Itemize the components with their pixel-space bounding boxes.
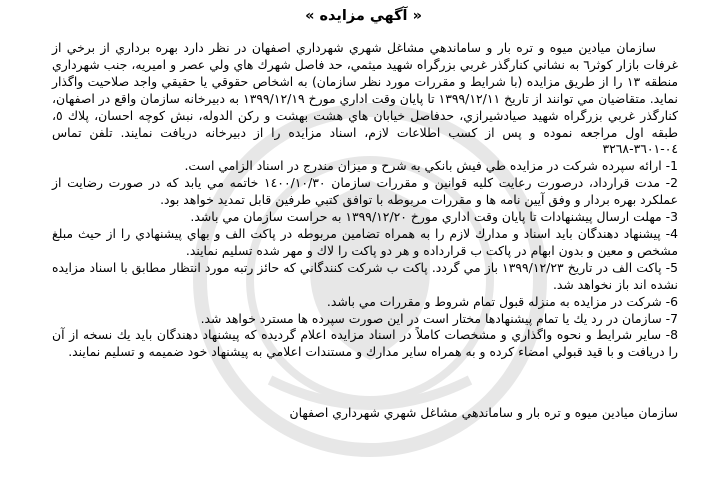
notice-body [52,40,678,361]
condition-item: 5- پاكت الف در تاريخ ١٣٩٩/١٢/٢٣ باز مي گردد. پاكت ب شركت كنندگاني كه حائز رتبه مورد انتظار مطابق با اسناد مزايده نشده اند باز نخواهد شد. [52,259,678,292]
condition-item: 8- ساير شرايط و نحوه واگذاري و مشخصات كاملاً در اسناد مزايده اعلام گرديده كه پيشنهاد دهندگان بايد يك نسخه از آن را دريافت و با قيد قبولي امضاء كرده و به همراه ساير مدارك و مستندات اعلامي به پيشنهاد خود ضميمه و تسليم نمايند. [52,327,678,360]
organization-signature: سازمان ميادين ميوه و تره بار و ساماندهي مشاغل شهري شهرداري اصفهان [289,405,678,420]
condition-item: 7- سازمان در رد يك يا تمام پيشنهادها مختار است در اين صورت سپرده ها مسترد خواهد شد. [200,310,678,326]
condition-item: 4- پيشنهاد دهندگان بايد اسناد و مدارك لازم را به همراه تضامين مربوطه در پاكت الف و بهاي پيشنهادي را از حيث مبلغ مشخص و معين و بدون ابهام در پاكت ب قرارداده و هر دو پاكت را لاك و مهر شده تسليم نمايند. [52,225,678,258]
intro-paragraph: سازمان ميادين ميوه و تره بار و ساماندهي مشاغل شهري شهرداري اصفهان در نظر دارد بهره برداري از برخي از غرفات بازار كوثر٦ به نشاني كنارگذر غربي بزرگراه شهيد ميثمي، حد فاصل شهرك هاي ولي عصر و اميريه، جنب شهرداري منطقه ١٣ را از طريق مزايده (با شرايط و مقررات مورد نظر سازمان) به اشخاص حقوقي يا حقيقي واجد صلاحيت واگذار نمايد. متقاضيان مي توانند از تاريخ ١٣٩٩/١٢/١١ تا پايان وقت اداري مورخ ١٣٩٩/١٢/١٩ به دبيرخانه سازمان واقع در اصفهان، كنارگذر غربي بزرگراه شهيد صيادشيرازي، حدفاصل خيابان هاي هشت بهشت و ركن الدوله، نبش كوچه احسان، پلاك ٥، طبقه اول مراجعه نموده و پس از كسب اطلاعات لازم، اسناد مزايده را از دبيرخانه دريافت نمايند. تلفن تماس ٠٤-٣٦٠١-٣٢٦٨ [52,40,679,157]
condition-item: 3- مهلت ارسال پيشنهادات تا پايان وقت اداري مورخ ١٣٩٩/١٢/٢٠ به حراست سازمان مي باشد. [190,209,678,225]
condition-item: 1- ارائه سپرده شركت در مزايده طي فيش بانكي به شرح و ميزان مندرج در اسناد الزامي است. [184,158,678,174]
conditions-list [52,158,678,361]
condition-item: 6- شركت در مزايده به منزله قبول تمام شروط و مقررات مي باشد. [326,293,678,309]
notice-title: « آگهي مزايده » [305,8,422,24]
condition-item: 2- مدت قرارداد، درصورت رعايت كليه قوانين و مقررات سازمان ١٤٠٠/١٠/٣٠ خاتمه مي يابد كه در صورت رضايت از عملكرد بهره بردار و وفق آيين نامه ها و مقررات مربوطه با توافق كتبي طرفين قابل تمديد خواهد بود. [52,175,678,208]
